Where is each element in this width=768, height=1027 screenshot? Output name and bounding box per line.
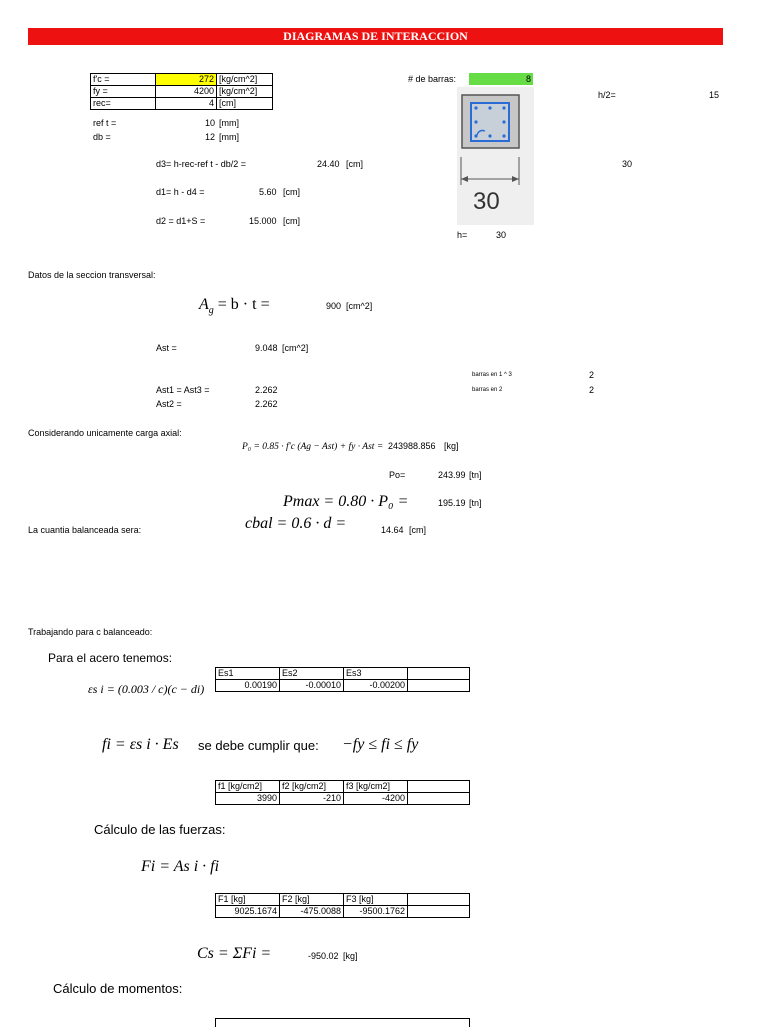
cbal-formula: cbal = 0.6 · d = [245,515,347,532]
table-row [91,74,273,86]
table-header: Es3 [344,668,408,680]
h-label: h= [457,230,468,240]
pmax-value: 195.19 [438,498,466,508]
acero-heading: Para el acero tenemos: [48,651,173,665]
ast-label: Ast = [156,343,177,353]
fc-value[interactable]: 272 [156,74,217,86]
pmax-unit: [tn] [469,498,482,508]
table-row [91,98,273,110]
ast1-value: 2.262 [255,385,278,395]
fy-value[interactable]: 4200 [156,86,217,98]
considerando-heading: Considerando unicamente carga axial: [28,428,182,438]
page-title: DIAGRAMAS DE INTERACCION [28,28,723,45]
fuerzas-heading: Cálculo de las fuerzas: [94,822,226,837]
table-cell: -4200 [344,793,408,805]
stress-table [215,780,470,805]
table-cell: -0.00010 [280,680,344,692]
table-header: Es1 [216,668,280,680]
barras-value[interactable]: 8 [469,73,533,85]
d3-value: 24.40 [317,159,340,169]
table-header: f1 [kg/cm2] [216,781,280,793]
table-cell: -9500.1762 [344,906,408,918]
cs-formula: Cs = ΣFi = [197,945,272,962]
barras2-label: barras en 2 [472,387,503,393]
fc-label: f'c = [91,74,156,86]
strain-table [215,667,470,692]
ag-formula: $A_g = b \cdot t$ = [199,296,270,317]
h-value: 30 [496,230,507,240]
db-value: 12 [205,132,216,142]
table-cell: -210 [280,793,344,805]
db-unit: [mm] [219,132,239,142]
cs-unit: [kg] [343,951,358,961]
cuantia-heading: La cuantia balanceada sera: [28,525,142,535]
d1-unit: [cm] [283,187,300,197]
table-header: F1 [kg] [216,894,280,906]
h2-label: h/2= [598,90,616,100]
table-row [216,680,470,692]
table-cell [408,680,470,692]
cumplir-text: se debe cumplir que: [198,738,319,753]
table-header: F3 [kg] [344,894,408,906]
p0-kg-value: 243988.856 [388,441,436,451]
moment-table-partial [215,1018,470,1027]
rec-value[interactable]: 4 [156,98,217,110]
d2-unit: [cm] [283,216,300,226]
datos-heading: Datos de la seccion transversal: [28,270,156,280]
cbal-unit: [cm] [409,525,426,535]
table-row [216,906,470,918]
table-row [216,781,470,793]
p0-tn-unit: [tn] [469,470,482,480]
ast2-label: Ast2 = [156,399,182,409]
table-row [216,668,470,680]
p0-tn-value: 243.99 [438,470,466,480]
table-cell [408,793,470,805]
d2-value: 15.000 [249,216,277,226]
table-header [408,894,470,906]
pmax-formula: Pmax = 0.80 · P₀ = [283,493,409,510]
table-header: F2 [kg] [280,894,344,906]
d1-value: 5.60 [259,187,277,197]
table-row [216,894,470,906]
p0-tn-label: Po= [389,470,406,480]
trabajando-heading: Trabajando para c balanceado: [28,627,153,637]
d2-label: d2 = d1+S = [156,216,206,226]
reft-unit: [mm] [219,118,239,128]
ast-unit: [cm^2] [282,343,309,353]
fi-formula: fi = εs i · Es [102,736,179,753]
section-dimension-label: 30 [473,188,500,215]
cs-value: -950.02 [308,951,339,961]
ag-value: 900 [326,301,342,311]
cbal-value: 14.64 [381,525,404,535]
cross-section-image [457,87,534,225]
dimension-30: 30 [622,159,633,169]
p0-kg-unit: [kg] [444,441,459,451]
d3-unit: [cm] [346,159,363,169]
table-cell: 3990 [216,793,280,805]
material-properties-table [90,73,273,110]
table-cell [408,906,470,918]
p0-formula: P₀ = 0.85 · f′c (Ag − Ast) + fy · Ast = [242,442,384,452]
fc-unit: [kg/cm^2] [217,74,273,86]
table-header: Es2 [280,668,344,680]
table-header: f3 [kg/cm2] [344,781,408,793]
d3-label: d3= h-rec-ref t - db/2 = [156,159,247,169]
table-row [216,793,470,805]
inequality-formula: −fy ≤ fi ≤ fy [342,736,419,753]
table-header [408,668,470,680]
table-header: f2 [kg/cm2] [280,781,344,793]
Fi-formula: Fi = As i · fi [141,858,220,875]
reft-label: ref t = [93,118,117,128]
ast-value: 9.048 [255,343,278,353]
barras-label: # de barras: [408,74,457,84]
eps-formula: εs i = (0.003 / c)(c − di) [88,682,205,696]
barras1-label: barras en 1 ^ 3 [472,372,512,378]
table-cell: 0.00190 [216,680,280,692]
ag-unit: [cm^2] [346,301,373,311]
h2-value: 15 [709,90,720,100]
table-header [408,781,470,793]
rec-unit: [cm] [217,98,273,110]
table-row [91,86,273,98]
momentos-heading: Cálculo de momentos: [53,981,183,996]
barras1-value: 2 [589,370,595,380]
table-cell: -0.00200 [344,680,408,692]
d1-label: d1= h - d4 = [156,187,205,197]
table-cell: 9025.1674 [216,906,280,918]
rec-label: rec= [91,98,156,110]
fy-unit: [kg/cm^2] [217,86,273,98]
ast2-value: 2.262 [255,399,278,409]
db-label: db = [93,132,111,142]
barras2-value: 2 [589,385,595,395]
ast1-label: Ast1 = Ast3 = [156,385,210,395]
force-table [215,893,470,918]
fy-label: fy = [91,86,156,98]
reft-value: 10 [205,118,216,128]
table-cell: -475.0088 [280,906,344,918]
